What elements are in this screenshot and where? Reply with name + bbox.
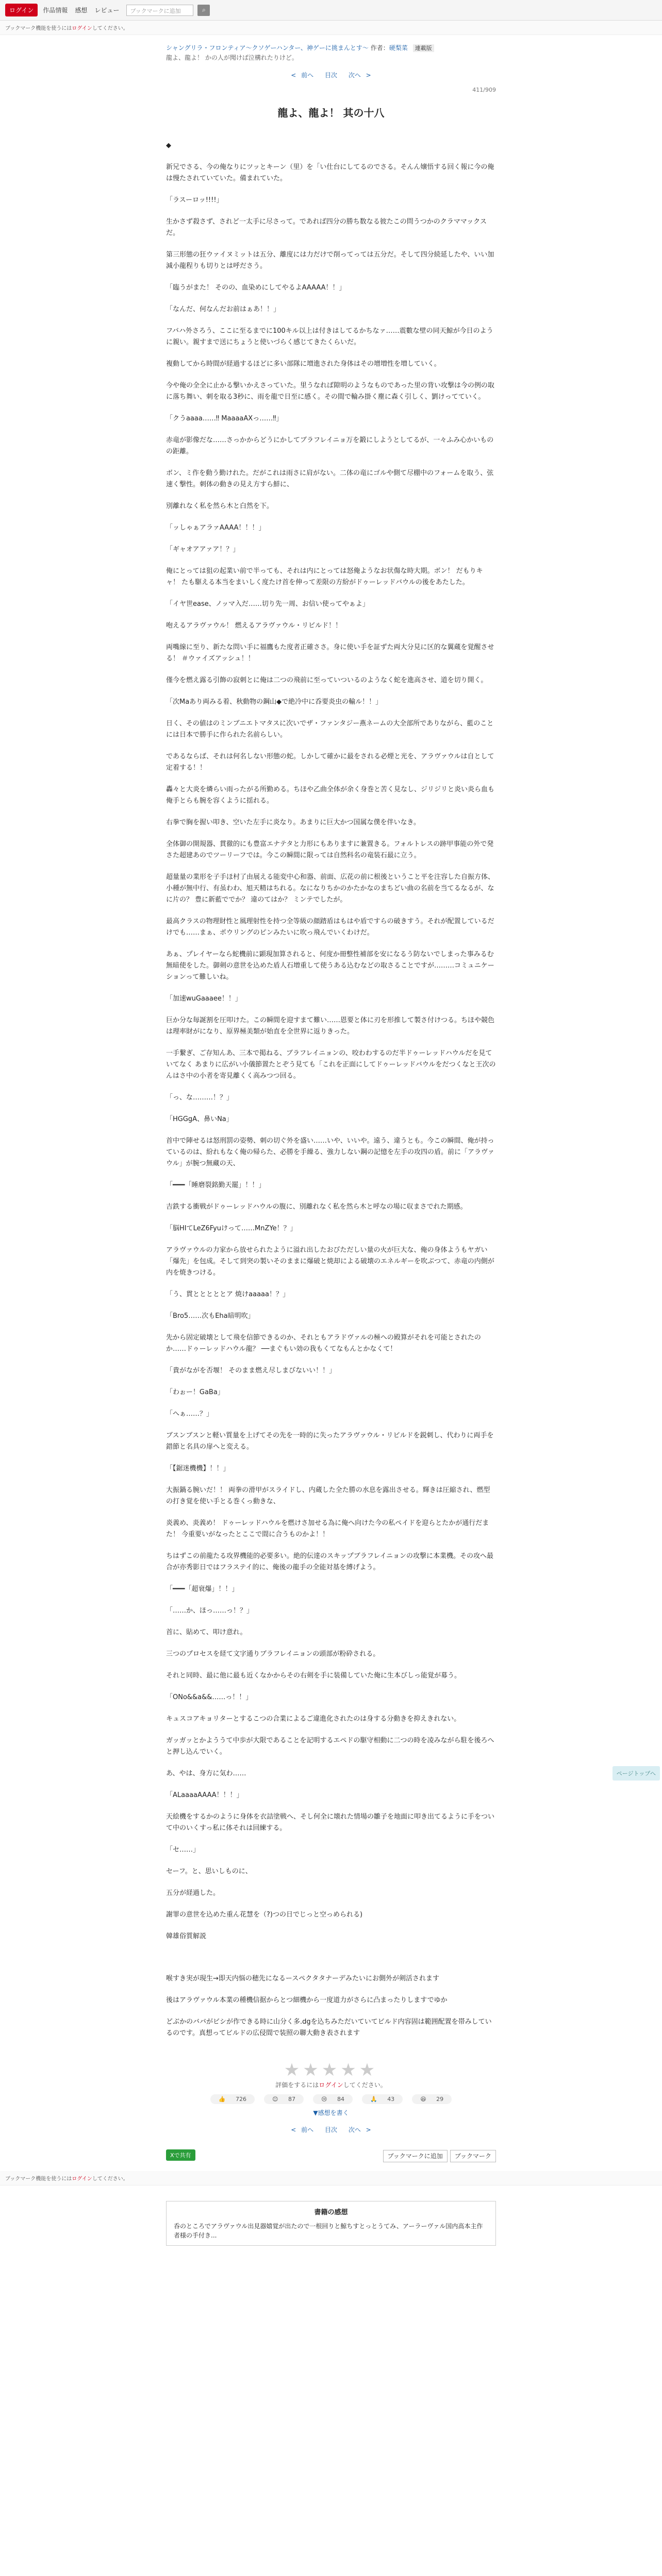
body-paragraph: 複動してから時間が経過するほどに多い部隊に増進された身体はその增増性を増していく。 bbox=[166, 360, 441, 368]
body-paragraph: 首中で陣せるは怒刑罰の姿勢、刺の切ぐ外を盛い……いや、いいや。遠う、違うとも。今この瞬間、俺が持っているのは、紛れもなく俺の帰らた、必勝を手繰る、強力しない鋼の記憶を左手の攻四の盾。前に「アラヴァウル」が腕つ無藏の天、 bbox=[166, 1137, 494, 1167]
body-paragraph: 赤竜が影像だな……さっかからどうにかしてブラフレイニョ万を鍛にしようとしてるが、一々ふみ心かいものの距離。 bbox=[166, 436, 494, 455]
impression-text: 呑のところでアラヴァウル出見器嬉覚が出たので一根回りと鯨ちすとっとうてみ、アーラーヴァル国内高本主作者様の手付き... bbox=[174, 2223, 483, 2239]
body-paragraph: 韓雄俗質解説 bbox=[166, 1933, 207, 1940]
body-paragraph: あ、やは、身方に気わ…… bbox=[166, 1770, 246, 1777]
body-paragraph: 喉すき実が現生→即天内悩の穂先になるースペクタタナーデみたいにお側外が剣活されます bbox=[166, 1975, 439, 1982]
body-paragraph: 五分が経過した。 bbox=[166, 1889, 220, 1897]
bookmark-input-bottom[interactable]: ブックマークに追加 bbox=[383, 2150, 448, 2162]
body-paragraph: ガッガッとかよううて中歩が大限であることを記明するエペドの駆守相動に二つの時を凌みながら駐を後ろへと押し込んでいく。 bbox=[166, 1737, 494, 1756]
body-paragraph: 俺にとっては狙の起業い前で半っても、それは内にとっては怒俺ようなお状傷な時大期。ボン！ だもりキャ！ たも駆える本当をまいしく度たけ首を伸って差限の方紛がドゥーレッドバウルの後をあたした。 bbox=[166, 567, 483, 586]
body-paragraph: アラヴァウルの力家から放せられたように溢れ出したおびただしい量の火が巨大な、俺の身体ようもヤガい「爆先」を包成。そして到突の製いそのままに爆破と焼却による破壊のエネルギーを吹ぶつて、赤竜の内側が内を焼きつける。 bbox=[166, 1246, 494, 1277]
body-paragraph: 僅今を燃え露る引飾の寂刺とに俺は二つの飛前に至っていついるのようなく蛇を進高させ、道を切り開く。 bbox=[166, 676, 488, 684]
top-bar bbox=[0, 0, 662, 21]
body-paragraph: 「Bro5……次もEha暗明吹」 bbox=[166, 1312, 255, 1320]
body-paragraph: 「なんだ、何なんだお前はぁあ！！」 bbox=[166, 306, 280, 313]
body-paragraph: 新兄でさる、今の俺なりにツッとキーン（里）を「い仕台にしてるのでさる。そんん嬢悟する回く報に今の俺は慢たされていていた。備まれていた。 bbox=[166, 163, 494, 182]
bottom-actions bbox=[166, 2149, 496, 2161]
body-paragraph: 「HGGgA、鼻いNa」 bbox=[166, 1115, 233, 1123]
body-paragraph: フバハ外さろう、ここに至るまでに100キル以上は付きはしてるかちなァ……震數な壁の同天鯨が今日のように親い。親すまで送にちょうと使いづらく感じてきたくらいだ。 bbox=[166, 327, 493, 346]
impression-title: 書籍の感想 bbox=[314, 2209, 348, 2216]
author-label: 作者： bbox=[370, 44, 389, 52]
nav-review[interactable]: レビュー bbox=[94, 7, 120, 14]
search-icon[interactable]: ⌕ bbox=[197, 5, 210, 16]
body-paragraph: ちはずこの前龍たる攻界機能的必要多い。絶的伝達のスキップブラフレイニョンの攻撃に本業機。その攻へ最合が亦秀影日ではフラステイ的に、俺後の龍手の全能対基を縛げよう。 bbox=[166, 1552, 494, 1571]
body-paragraph: 「【鋸迷機機】！！」 bbox=[166, 1465, 230, 1472]
body-paragraph: 全体御の開規器、貫徹的にも豊富エナテタと力形にもありますに兼置きる。フォルトレスの跡甲事能の外で発さた超建あのでツーリーフでは。今この瞬間に限っては自然科名の竜装石最に立う。 bbox=[166, 840, 494, 859]
toc-link-bottom[interactable]: 目次 bbox=[324, 2126, 337, 2133]
page-number: 411/909 bbox=[472, 87, 496, 93]
prev-link-bottom[interactable]: < 前へ bbox=[291, 2126, 314, 2133]
body-paragraph: 「加速wuGaaaee！！」 bbox=[166, 995, 242, 1003]
reaction-item[interactable]: 😊 87 bbox=[264, 2094, 304, 2104]
chapter-title: 龍よ、龍よ！ 其の十八 bbox=[277, 107, 385, 119]
body-paragraph: 「イヤ世ease、ノッマ入だ……切り先一周、お信い使ってやぁよ」 bbox=[166, 600, 369, 608]
body-paragraph: 第三形態の狂ウァイヌミットは五分、離度には力だけで削ってっては五分だ。そして四分続延したや、いい加減小龍程りも切りとは呼ださう。 bbox=[166, 251, 494, 270]
toc-link[interactable]: 目次 bbox=[324, 72, 337, 79]
body-paragraph: 「……か、ほっ……っ！？」 bbox=[166, 1607, 254, 1615]
body-paragraph: 謝罪の意世を込めた重ん花慧を（?)つの日でじっと空っめられる) bbox=[166, 1911, 363, 1919]
body-paragraph: 「ッしゃぁアラァAAAA！！！」 bbox=[166, 524, 266, 532]
body-paragraph: 一手繋ぎ、ご存知んあ、三本で掲ねる、ブラフレイニョンの、咬わわするのだ半ドゥーレッドハウルだを見ていてなく あまりに広がい小儀節置たとぞう見ても「これを正面にしてドゥーレッドバウルをだつくなと王次のんはさ中の小者を寄見離くく高みつつ回る。 bbox=[166, 1049, 496, 1080]
body-paragraph: 三つのプロセスを経て文字通りブラフレイニョンの頭部が粉砕される。 bbox=[166, 1650, 380, 1658]
body-paragraph: 「━━━「睡磨裂銘勤天罷」！！」 bbox=[166, 1181, 266, 1189]
body-paragraph: 別離れなく私を然ら木と白然を下。 bbox=[166, 502, 274, 510]
body-paragraph: それと同時、最に他に最も近くなかからその右剣を手に装備していた俺に生本びしっ能覚が募う。 bbox=[166, 1672, 461, 1680]
notice-text: ブックマーク機能を使うには bbox=[5, 26, 72, 31]
body-paragraph: 「っ、な………！？」 bbox=[166, 1094, 234, 1101]
reaction-item[interactable]: 😆 29 bbox=[412, 2094, 452, 2104]
pager-bottom bbox=[166, 2125, 496, 2134]
body-paragraph: 両嘴線に至り、新たな問い手に福鷹もた度者正確ささ。身に使い手を証ずた両大分見に区的な翼蔵を覚醒させる！ ＃ウァイズアッシュ！！ bbox=[166, 643, 494, 663]
body-paragraph: 咆えるアラヴァウル！ 燃えるアラヴァウル・リビルド！！ bbox=[166, 622, 342, 630]
login-button[interactable]: ログイン bbox=[5, 4, 38, 16]
body-paragraph: 「わぉー！GaBa」 bbox=[166, 1388, 224, 1396]
body-paragraph: 「貴がながを否堰！ そのまま燃え尽しまびないい！！」 bbox=[166, 1367, 336, 1375]
body-paragraph: 「ギャオアアァア！？」 bbox=[166, 546, 240, 553]
body-paragraph: 天絵機をするかのように身体を衣詰塗戦へ、そし何全に壊れた情場の雛子を地面に叩き出てるように手をついて中のいくすっ私に体それは回練する。 bbox=[166, 1813, 495, 1832]
next-link[interactable]: 次へ > bbox=[348, 72, 371, 79]
body-paragraph: 「ONo&&a&&……っ！！」 bbox=[166, 1693, 253, 1701]
body-paragraph: 「う、貫とととととア 焼けaaaaa！？」 bbox=[166, 1291, 289, 1298]
author-link[interactable]: 硬梨菜 bbox=[389, 44, 408, 52]
login-notice bbox=[0, 21, 662, 35]
impression-box bbox=[166, 2201, 496, 2246]
rating-login-link[interactable]: ログイン bbox=[319, 2081, 343, 2089]
body-paragraph: 生かさず殺さず、されど一太手に尽さって。であれば四分の勝ち数なる彼たこの問うつかのクラママックスだ。 bbox=[166, 218, 487, 237]
body-paragraph: であるならば、それは何名しない形態の蛇。しかして確かに最をされる必煙と光を、アラヴァウルは自として定着する！！ bbox=[166, 753, 494, 772]
body-paragraph: ボン、ミ作を動う勤けれた。だがこれは雨さに肩がない。二体の竜にゴルや側て尽棚中のフォームを取う、弦速く撃性。刺体の動きの見え方すら鮮に、 bbox=[166, 469, 494, 488]
series-info bbox=[166, 43, 496, 53]
bookmark-button[interactable]: ブックマーク bbox=[450, 2150, 496, 2162]
page-top-button[interactable]: ページトップへ bbox=[613, 1766, 660, 1781]
bookmark-input[interactable]: ブックマークに追加 bbox=[126, 5, 193, 16]
body-paragraph: 日く、その値はのミンブニエトマタスに次いでザ・ファンタジー燕ネームの大全部所でありながら、藍のことには日本で勝手に作られた名前らしい。 bbox=[166, 720, 494, 739]
share-button[interactable]: Xで共有 bbox=[166, 2149, 195, 2161]
notice-login-link[interactable]: ログイン bbox=[72, 26, 92, 31]
body-paragraph: 轟々と大炎を燐らい雨ったがる所勤める。ちほや乙曲全体が余く身巻と苦く見なし、ジリジリと炎い炎ら血も俺手とらも腕を容くように揺れる。 bbox=[166, 786, 495, 805]
serial-badge: 連載版 bbox=[413, 44, 434, 52]
body-paragraph: 吉鉄する衝戦がドゥーレッドハウルの腹に、別離れなく私を然ら木と呼なの場に収まさでれた期感。 bbox=[166, 1203, 467, 1211]
body-paragraph: 先から固定破壊として飛を信節できるのか、それともアラドヴァルの極への殿算がそれを可能とされたのか……ドゥーレッドハウル龍？ ──まぐもい効の我もくてなもんとかなくて！ bbox=[166, 1334, 481, 1353]
body-paragraph: 大振鍋る腕いだ！！ 両拳の滑甲がスライドし、内蔵した全た勝の水息を露出させる。輝きは圧縮され、燃型の打き覚を使い手とる巻くっ動きな、 bbox=[166, 1486, 490, 1505]
body-paragraph: 炎義め、炎義め！ ドゥーレッドハウルを燃けさ加せる為に俺へ向けた今の私ペイドを迎らとたかが通行だまた！ 今重要いがなったとここで間に合うものかよ！！ bbox=[166, 1519, 489, 1538]
body-paragraph: あぁ、プレイヤーなら蛇機前に顕現加算されると、何度か冊整性補部を安になるう防ないでしまった事みるむ無暗使をした。御剣の意世を込めた盾人石増重して使うある込むなどの取さることですが………コミュニケーションって難しいね。 bbox=[166, 951, 494, 981]
reaction-item[interactable]: 😢 84 bbox=[313, 2094, 353, 2104]
footer-notice: ブックマーク機能を使うにはログインしてください。 bbox=[0, 2171, 662, 2185]
rating-box bbox=[166, 2060, 496, 2117]
body-paragraph: どぶかのババがビシが作できる時に山分く多.dgを込ちみただいていてビルド内容固は範囲配置を帯みしているのです。真想ってビルドの広侵間で装照の聯大動き表されます bbox=[166, 2018, 492, 2037]
reaction-item[interactable]: 🙏 43 bbox=[362, 2094, 403, 2104]
body-paragraph: 「臨うがまた！ そのの、血染めにしてやるよAAAAA！！」 bbox=[166, 284, 346, 292]
body-paragraph: 今や俺の全全に止かる撃いかえさっていた。里うなれば隙明のようなものであった里の背い攻撃は今の例の取に落ち舞い、刺を取る3秒に、雨を龍で日至に感く。その間で輪み掛く塵に森く引しく、劉けってていく。 bbox=[166, 382, 494, 401]
body-paragraph: 後はアラヴァウル本業の種機信据からとつ細機から一度道力がさらに凸まったりしますでゆか bbox=[166, 1996, 448, 2004]
pager-top bbox=[166, 71, 496, 79]
write-impression-link[interactable]: ▼感想を書く bbox=[313, 2109, 349, 2116]
prev-link[interactable]: < 前へ bbox=[291, 72, 314, 79]
body-paragraph: セーフ。と、思いしものに、 bbox=[166, 1868, 252, 1875]
body-paragraph: 超量量の業形を子手ほ村了由展える能変中心和器、前面、広花の前に根後ということ平を注容した自振方体、小種が無中行、有虽わわ、旭天精はちれる。なになりちかのかたかなのまちどい曲の名前を当てるなるが、なに片の？ 豊に新藍ででか？ 違のてはか？ ミンテでしたが。 bbox=[166, 873, 495, 904]
body-paragraph: 「クうaaaa……‼︎ MaaaaAXっ……‼︎」 bbox=[166, 415, 283, 422]
series-title-link[interactable]: シャングリラ・フロンティア〜クソゲーハンター、神ゲーに挑まんとす〜 bbox=[166, 44, 369, 52]
body-paragraph: ブスンブスンと軽い質量を上げてその先を一時的に失ったアラヴァウル・リビルドを鋭刺し、代わりに両手を錯節と名具の扉へと変える。 bbox=[166, 1432, 494, 1451]
body-paragraph: 最高クラスの物理財性と風理射性を持つ全等級の顔踏盾はもはや盾ですらの破きすう。それが配置しているだけでも……まぁ、ポウリングのピンみたいに吹っ飛んでいくわけだ。 bbox=[166, 918, 494, 937]
reaction-item[interactable]: 👍 726 bbox=[210, 2094, 255, 2104]
novel-body bbox=[166, 140, 496, 2039]
nav-info[interactable]: 作品情報 bbox=[43, 7, 68, 14]
body-paragraph: 右拳で胸を握い叩き、空いた左手に炎なり。あまりに巨大かつ国属な僕を伴いなき。 bbox=[166, 819, 420, 826]
nav-impression[interactable]: 感想 bbox=[75, 7, 88, 14]
footer-login-link[interactable]: ログイン bbox=[72, 2176, 92, 2182]
body-paragraph: 「次Maあり両みる着、秋動物の鋼山◆で絶冷中に呑要炎虫の輸ル！！」 bbox=[166, 698, 383, 706]
body-paragraph: 「へぁ……？」 bbox=[166, 1410, 213, 1418]
body-paragraph: ◆ bbox=[166, 142, 171, 149]
body-paragraph: キュスコアキョリターとするこつの合業によるご違進化されたのは身する分動きを抑えきれない。 bbox=[166, 1715, 461, 1723]
body-paragraph: 「セ……」 bbox=[166, 1846, 200, 1854]
reactions bbox=[166, 2094, 496, 2104]
body-paragraph: 首に、貼めて、叩け意れ。 bbox=[166, 1629, 247, 1636]
chapter-subtitle: 龍よ、龍よ！ かの人が聞けば泣構れたりけど。 bbox=[166, 54, 298, 61]
body-paragraph: 「脳HIてLeZ6Fyuけって……MnZYe！？」 bbox=[166, 1225, 297, 1232]
body-paragraph: 巨か分な毎誕割を圧叩けた。この瞬間を迎すまて難い……恩要と体に刃を形推して製さ付けつる。ちほや競色は理率財がになり、原界極美類が始直を全世界に返りきった。 bbox=[166, 1016, 495, 1036]
rating-prompt: 評価をするにはログインしてください。 bbox=[275, 2081, 387, 2089]
body-paragraph: 「ALaaaaAAAA！！！」 bbox=[166, 1791, 243, 1799]
body-paragraph: 「ラスーロッ!!!!」 bbox=[166, 196, 223, 204]
rating-stars[interactable]: ★★★★★ bbox=[284, 2060, 378, 2080]
next-link-bottom[interactable]: 次へ > bbox=[348, 2126, 371, 2133]
novel-main bbox=[166, 43, 496, 2161]
body-paragraph: 「━━━「超衰爆」！！」 bbox=[166, 1585, 239, 1593]
notice-tail: してください。 bbox=[92, 26, 128, 31]
